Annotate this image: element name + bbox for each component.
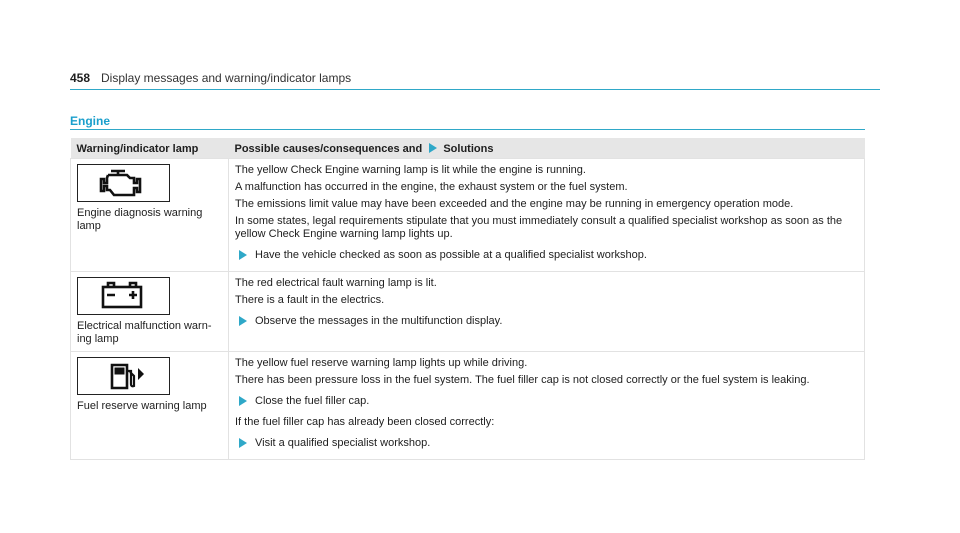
description-text: The yellow fuel reserve warning lamp lights up while driving.: [235, 357, 528, 369]
description-text: The red electrical fault warning lamp is lit.: [235, 277, 437, 289]
description-text: The yellow Check Engine warning lamp is lit while the engine is running.: [235, 164, 586, 176]
description-text: In some states, legal requirements stipulate that you must immediately consult a qualified specialist workshop as soon as the yellow Check Engine warning lamp lights up.: [235, 215, 843, 240]
page-number: 458: [70, 71, 91, 85]
lamp-cell: [71, 352, 229, 460]
section-title: Engine: [70, 114, 111, 128]
description-text: A malfunction has occurred in the engine, the exhaust system or the fuel system.: [235, 181, 628, 193]
description-text: There is a fault in the electrics.: [235, 294, 385, 306]
page-header: [70, 71, 880, 90]
solution-step: [235, 395, 858, 408]
table-row: [71, 159, 865, 272]
column-header-causes: [229, 138, 865, 159]
arrow-icon: [239, 250, 247, 260]
arrow-icon: [239, 316, 247, 326]
section-divider: [70, 129, 865, 130]
description-cell: [229, 272, 865, 352]
solution-step: [235, 315, 858, 328]
header-title: Display messages and warning/indicator lamps: [101, 71, 352, 85]
solution-step: [235, 437, 858, 450]
lamp-label: Electrical malfunction warn-ing lamp: [77, 320, 212, 345]
table-header-row: [71, 138, 865, 159]
lamp-cell: [71, 159, 229, 272]
fuel-pump-icon: [77, 357, 170, 395]
table-row: [71, 272, 865, 352]
warning-lamp-table: [70, 138, 865, 460]
check-engine-icon: [77, 164, 170, 202]
solution-text: Visit a qualified specialist workshop.: [255, 437, 431, 449]
column-header-causes-label: Possible causes/consequences and: [234, 142, 423, 155]
battery-icon: [77, 277, 170, 315]
description-cell: [229, 352, 865, 460]
arrow-icon: [239, 438, 247, 448]
column-header-solutions-label: Solutions: [443, 142, 494, 155]
description-text: The emissions limit value may have been exceeded and the engine may be running in emergency operation mode.: [235, 198, 794, 210]
description-cell: [229, 159, 865, 272]
description-text: There has been pressure loss in the fuel system. The fuel filler cap is not closed correctly or the fuel system is leaking.: [235, 374, 810, 386]
solution-text: Have the vehicle checked as soon as possible at a qualified specialist workshop.: [255, 249, 647, 261]
table-row: [71, 352, 865, 460]
lamp-cell: [71, 272, 229, 352]
solution-step: [235, 249, 858, 262]
solution-text: Close the fuel filler cap.: [255, 395, 370, 407]
lamp-label: Engine diagnosis warning lamp: [77, 207, 203, 232]
arrow-icon: [429, 143, 437, 153]
lamp-label: Fuel reserve warning lamp: [77, 400, 207, 412]
arrow-icon: [239, 396, 247, 406]
column-header-lamp: Warning/indicator lamp: [71, 138, 229, 159]
solution-text: Observe the messages in the multifunction display.: [255, 315, 503, 327]
condition-text: If the fuel filler cap has already been closed correctly:: [235, 416, 495, 428]
